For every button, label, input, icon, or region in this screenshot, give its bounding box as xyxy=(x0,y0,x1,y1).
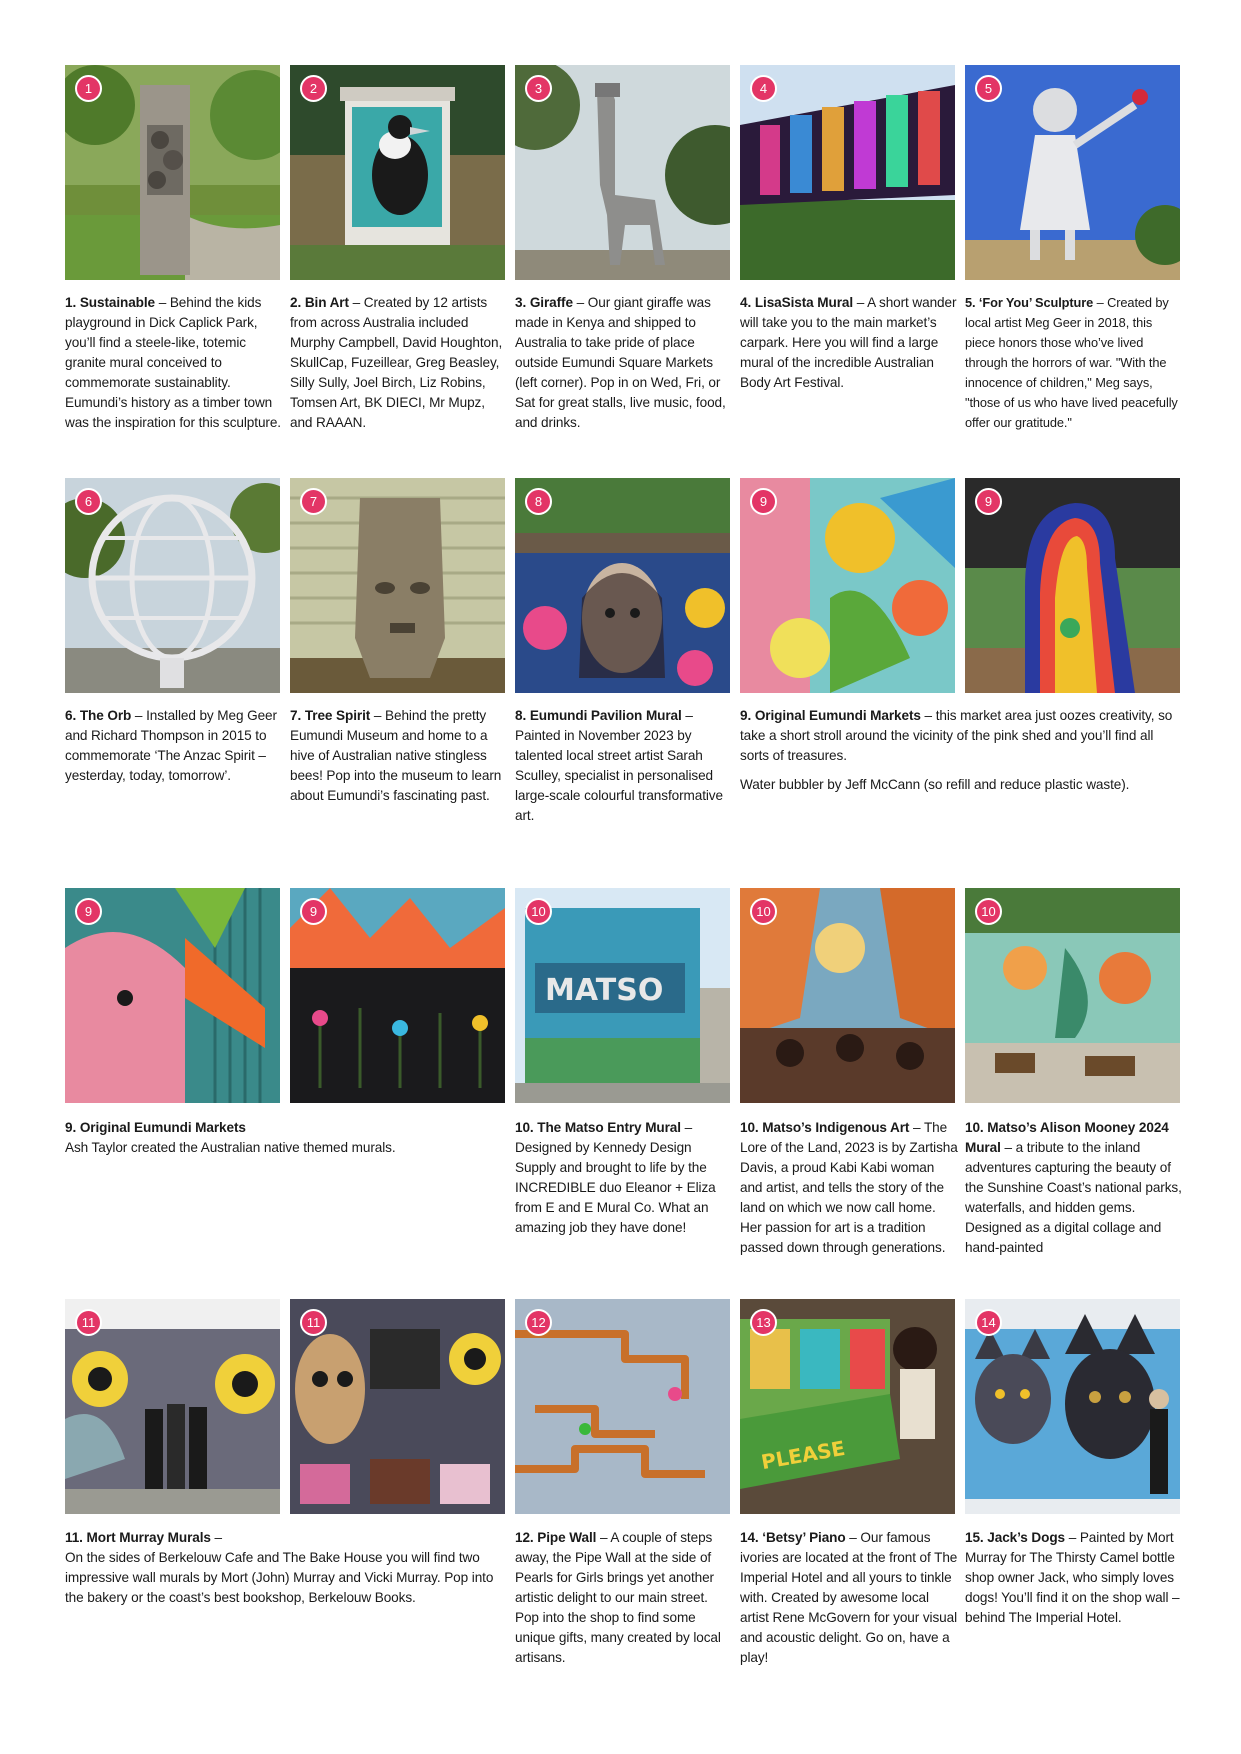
photo-sustainable-sculpture xyxy=(65,65,280,280)
location-number-badge: 11 xyxy=(75,1309,102,1336)
caption-matso-alison-mooney-mural: 10. Matso’s Alison Mooney 2024 Mural – a tribute to the inland adventures capturing the beauty of the Sunshine Coast’s national parks, waterfalls, and hidden gems. Designed as a digital collage and hand-painted xyxy=(965,1120,1182,1255)
caption-tree-spirit: 7. Tree Spirit – Behind the pretty Eumundi Museum and home to a hive of Australian native stingless bees! Pop into the museum to learn about Eumundi’s fascinating past. xyxy=(290,708,502,803)
location-number-badge: 14 xyxy=(975,1309,1002,1336)
caption-bin-art: 2. Bin Art – Created by 12 artists from across Australia included Murphy Campbell, David Houghton, SkullCap, Fuzeillear, Greg Beasley, Silly Sully, Joel Birch, Liz Robins, Tomsen Art, BK DIECI, Mr Mupz, and RAAAN. xyxy=(290,295,503,430)
photo-matso-indigenous-art xyxy=(740,888,955,1103)
location-number-badge: 4 xyxy=(750,75,777,102)
photo-betsy-piano xyxy=(740,1299,955,1514)
photo-jacks-dogs xyxy=(965,1299,1180,1514)
location-number-badge: 9 xyxy=(750,488,777,515)
location-number-badge: 5 xyxy=(975,75,1002,102)
caption-jacks-dogs: 15. Jack’s Dogs – Painted by Mort Murray for The Thirsty Camel bottle shop owner Jack, who simply loves dogs! You’ll find it on the shop wall – behind The Imperial Hotel. xyxy=(965,1530,1180,1625)
caption-lisasista-mural: 4. LisaSista Mural – A short wander will take you to the main market’s carpark. Here you will find a large mural of the incredible Australian Body Art Festival. xyxy=(740,295,957,390)
caption-the-orb: 6. The Orb – Installed by Meg Geer and Richard Thompson in 2015 to commemorate ‘The Anzac Spirit – yesterday, today, tomorrow’. xyxy=(65,708,277,783)
photo-mort-murray-mural-bakehouse xyxy=(290,1299,505,1514)
photo-tree-spirit xyxy=(290,478,505,693)
caption-mort-murray-murals: 11. Mort Murray Murals – On the sides of Berkelouw Cafe and The Bake House you will find two impressive wall murals by Mort (John) Murray and Vicki Murray. Pop into the bakery or the coast’s best bookshop, Berkelouw Books. xyxy=(65,1530,494,1605)
caption-betsy-piano: 14. ‘Betsy’ Piano – Our famous ivories are located at the front of The Imperial Hotel and all yours to tinkle with. Created by awesome local artist Rene McGovern for your visual and acoustic delight. Go on, have a play! xyxy=(740,1530,958,1665)
photo-giraffe xyxy=(515,65,730,280)
photo-lisasista-mural xyxy=(740,65,955,280)
caption-matso-entry-mural: 10. The Matso Entry Mural – Designed by Kennedy Design Supply and brought to life by the INCREDIBLE duo Eleanor + Eliza from E and E Mural Co. What an amazing job they have done! xyxy=(515,1120,716,1235)
photo-markets-native-mural-right xyxy=(290,888,505,1103)
photo-markets-native-mural-left xyxy=(65,888,280,1103)
photo-for-you-sculpture xyxy=(965,65,1180,280)
location-number-badge: 10 xyxy=(750,898,777,925)
caption-sustainable: 1. Sustainable – Behind the kids playground in Dick Caplick Park, you’ll find a steele-like, totemic granite mural conceived to commemorate sustainablity. Eumundi’s history as a timber town was the inspiration for this sculpture. xyxy=(65,295,281,430)
location-number-badge: 6 xyxy=(75,488,102,515)
photo-mort-murray-mural-cafe xyxy=(65,1299,280,1514)
location-number-badge: 10 xyxy=(525,898,552,925)
location-number-badge: 3 xyxy=(525,75,552,102)
location-number-badge: 9 xyxy=(300,898,327,925)
location-number-badge: 9 xyxy=(975,488,1002,515)
svg-text:MATSO: MATSO xyxy=(545,973,664,1008)
photo-matso-entry-mural xyxy=(515,888,730,1103)
photo-bin-art xyxy=(290,65,505,280)
photo-pipe-wall xyxy=(515,1299,730,1514)
photo-water-bubbler xyxy=(965,478,1180,693)
photo-the-orb xyxy=(65,478,280,693)
location-number-badge: 7 xyxy=(300,488,327,515)
caption-matso-indigenous-art: 10. Matso’s Indigenous Art – The Lore of the Land, 2023 is by Zartisha Davis, a proud Kabi Kabi woman and artist, and tells the story of the land on which we now call home. Her passion for art is a tradition passed down through generations. xyxy=(740,1120,958,1255)
location-number-badge: 12 xyxy=(525,1309,552,1336)
photo-eumundi-pavilion-mural xyxy=(515,478,730,693)
location-number-badge: 11 xyxy=(300,1309,327,1336)
location-number-badge: 10 xyxy=(975,898,1002,925)
caption-for-you-sculpture: 5. ‘For You’ Sculpture – Created by local artist Meg Geer in 2018, this piece honors those who’ve lived through the horrors of war. "With the innocence of children," Meg says, "those of us who have lived peacefully offer our gratitude." xyxy=(965,295,1178,430)
location-number-badge: 2 xyxy=(300,75,327,102)
caption-eumundi-pavilion-mural: 8. Eumundi Pavilion Mural – Painted in November 2023 by talented local street artist Sarah Sculley, specialist in personalised large-scale colourful transformative art. xyxy=(515,708,723,823)
location-number-badge: 8 xyxy=(525,488,552,515)
svg-text:PLEASE: PLEASE xyxy=(759,1435,847,1475)
caption-original-eumundi-markets-murals: 9. Original Eumundi Markets Ash Taylor created the Australian native themed murals. xyxy=(65,1120,396,1155)
location-number-badge: 9 xyxy=(75,898,102,925)
caption-pipe-wall: 12. Pipe Wall – A couple of steps away, the Pipe Wall at the side of Pearls for Girls brings yet another artistic delight to our main street. Pop into the shop to find some unique gifts, many created by local artisans. xyxy=(515,1530,721,1665)
location-number-badge: 1 xyxy=(75,75,102,102)
caption-original-eumundi-markets: 9. Original Eumundi Markets – this market area just oozes creativity, so take a short stroll around the vicinity of the pink shed and you’ll find all sorts of treasures. Water bubbler by Jeff McCann (so refill and reduce plastic waste). xyxy=(740,708,1173,792)
location-number-badge: 13 xyxy=(750,1309,777,1336)
photo-matso-alison-mooney-mural xyxy=(965,888,1180,1103)
photo-original-markets-shed xyxy=(740,478,955,693)
caption-giraffe: 3. Giraffe – Our giant giraffe was made in Kenya and shipped to Australia to take pride of place outside Eumundi Square Markets (left corner). Pop in on Wed, Fri, or Sat for great stalls, live music, food, and drinks. xyxy=(515,295,726,430)
